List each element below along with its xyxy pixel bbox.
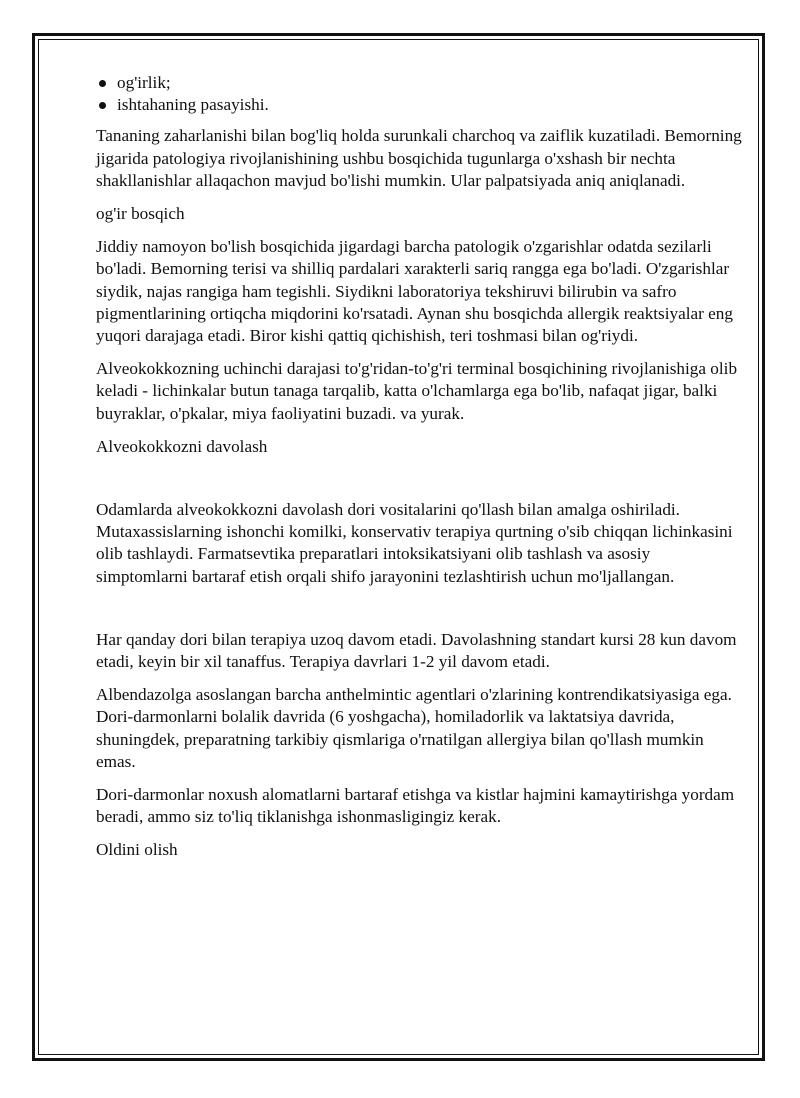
document-body [96, 72, 746, 873]
list-item [96, 94, 746, 116]
paragraph: Dori-darmonlar noxush alomatlarni bartaraf etishga va kistlar hajmini kamaytirishga yordam beradi, ammo siz to'liq tiklanishga ishonmasligingiz kerak. [96, 785, 735, 827]
list-item-text: ishtahaning pasayishi. [117, 95, 269, 115]
bullet-list [96, 72, 746, 116]
paragraph: Alveokokkozning uchinchi darajasi to'g'ridan-to'g'ri terminal bosqichining rivojlanishiga olib keladi - lichinkalar butun tanaga tarqalib, katta o'lchamlarga ega bo'lib, nafaqat jigar, balki buyraklar, o'pkalar, miya faoliyatini buzadi. va yurak. [96, 359, 738, 423]
blank-line [96, 469, 746, 499]
blank-line [96, 599, 746, 629]
bullet-icon [99, 80, 106, 87]
paragraph: Tananing zaharlanishi bilan bog'liq holda surunkali charchoq va zaiflik kuzatiladi. Bemorning jigarida patologiya rivojlanishining ushbu bosqichida tugunlarga o'xshash bir nechta shakllanishlar allaqachon mavjud bo'lishi mumkin. Ular palpatsiyada aniq aniqlanadi. [96, 126, 742, 190]
bullet-icon [99, 102, 106, 109]
list-item [96, 72, 746, 94]
list-item-text: og'irlik; [117, 73, 171, 92]
paragraph: Jiddiy namoyon bo'lish bosqichida jigardagi barcha patologik o'zgarishlar odatda sezilarli bo'ladi. Bemorning terisi va shilliq pardalari xarakterli sariq rangga ega bo'ladi. O'zgarishlar siydik, najas rangiga ham tegishli. Siydikni laboratoriya tekshiruvi bilirubin va safro pigmentlarining ortiqcha miqdorini ko'rsatadi. Aynan shu bosqichda allergik reaktsiyalar eng yuqori darajaga etadi. Biror kishi qattiq qichishish, teri toshmasi bilan og'riydi. [96, 237, 733, 345]
section-heading: Oldini olish [96, 840, 178, 860]
paragraph: Odamlarda alveokokkozni davolash dori vositalarini qo'llash bilan amalga oshiriladi. Mutaxassislarning ishonchi komilki, konservativ terapiya qurtning o'sib chiqqan lichinkasini olib tashlaydi. Farmatsevtika preparatlari intoksikatsiyani olib tashlash va asosiy simptomlarni bartaraf etish orqali shifo jarayonini tezlashtirish uchun mo'ljallangan. [96, 500, 733, 586]
section-heading: og'ir bosqich [96, 203, 185, 223]
paragraph: Albendazolga asoslangan barcha anthelmintic agentlari o'zlarining kontrendikatsiyasiga ega. Dori-darmonlarni bolalik davrida (6 yoshgacha), homiladorlik va laktatsiya davrida, shuningdek, preparatning tarkibiy qismlariga o'rnatilgan allergiya bilan qo'llash mumkin emas. [96, 685, 732, 771]
section-heading: Alveokokkozni davolash [96, 436, 268, 456]
paragraph: Har qanday dori bilan terapiya uzoq davom etadi. Davolashning standart kursi 28 kun davom etadi, keyin bir xil tanaffus. Terapiya davrlari 1-2 yil davom etadi. [96, 629, 737, 672]
